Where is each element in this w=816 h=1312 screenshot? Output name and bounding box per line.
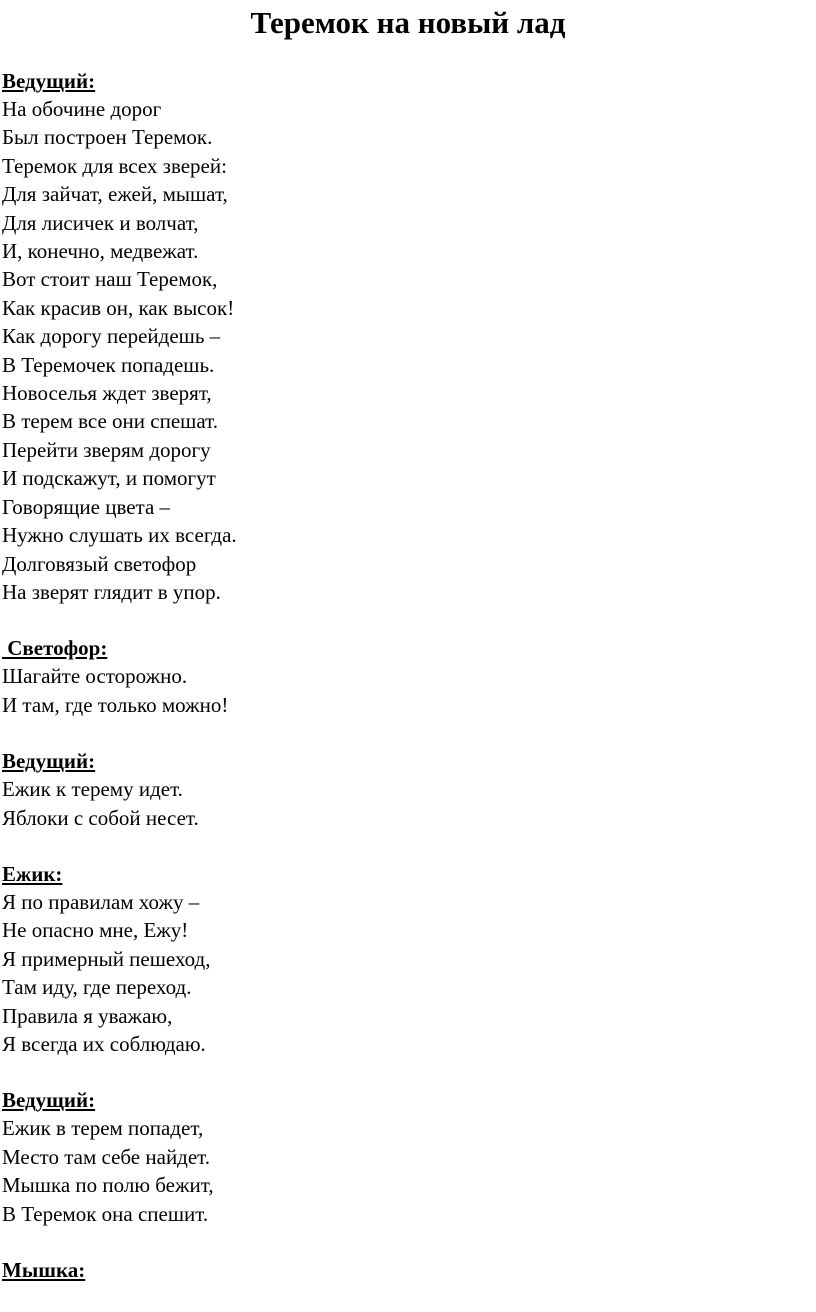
verse-line: Как красив он, как высок! <box>2 295 235 320</box>
verse-line: Ежик в терем попадет, <box>2 1116 204 1141</box>
verse-line: Перейти зверям дорогу <box>2 437 211 462</box>
verse-line: И, конечно, медвежат. <box>2 239 199 264</box>
verse-line: Нужно слушать их всегда. <box>2 523 237 548</box>
verse-line: Там иду, где переход. <box>2 975 192 1000</box>
speaker-label: Ежик: <box>2 861 63 886</box>
verse-line: Не опасно мне, Ежу! <box>2 918 189 943</box>
verse-line: Для зайчат, ежей, мышат, <box>2 182 228 207</box>
verse-line: Я примерный пешеход, <box>2 946 211 971</box>
verse-line: Как дорогу перейдешь – <box>2 324 221 349</box>
verse-line: На зверят глядит в упор. <box>2 579 221 604</box>
verse-line: Место там себе найдет. <box>2 1144 211 1169</box>
script-body <box>2 67 782 1312</box>
dialogue-block <box>2 747 782 832</box>
speaker-label: Мышка: <box>2 1258 86 1282</box>
verse-line: Ежик к терему идет. <box>2 777 183 802</box>
speaker-label: Ведущий: <box>2 749 96 774</box>
verse-line: Яблоки с собой несет. <box>2 805 199 830</box>
verse-line: Для лисичек и волчат, <box>2 210 199 235</box>
verse-line: На обочине дорог <box>2 97 162 121</box>
verse-line: В Теремок она спешит. <box>2 1201 209 1226</box>
verse-line: Правила я уважаю, <box>2 1003 173 1028</box>
speaker-label: Светофор: <box>2 636 108 661</box>
verse-line: Был построен Теремок. <box>2 125 213 150</box>
verse-line: Теремок для всех зверей: <box>2 153 227 178</box>
dialogue-block <box>2 67 782 606</box>
verse-line: Я по правилам хожу – <box>2 889 200 914</box>
dialogue-block <box>2 1086 782 1228</box>
verse-line: Я всегда их соблюдаю. <box>2 1031 206 1056</box>
verse-line: Новоселья ждет зверят, <box>2 381 212 406</box>
document-title: Теремок на новый лад <box>250 5 566 40</box>
dialogue-block <box>2 860 782 1058</box>
verse-line: В Теремочек попадешь. <box>2 352 215 377</box>
verse-line: Говорящие цвета – <box>2 494 171 519</box>
verse-line: Вот стоит наш Теремок, <box>2 267 218 292</box>
verse-line: Долговязый светофор <box>2 551 197 576</box>
verse-line: Мышка по полю бежит, <box>2 1173 214 1198</box>
verse-line: И подскажут, и помогут <box>2 466 216 491</box>
dialogue-block <box>2 634 782 719</box>
speaker-label: Ведущий: <box>2 69 96 93</box>
speaker-label: Ведущий: <box>2 1088 96 1113</box>
verse-line: Шагайте осторожно. <box>2 664 188 689</box>
verse-line: В терем все они спешат. <box>2 409 218 434</box>
dialogue-block <box>2 1256 782 1284</box>
verse-line: И там, где только можно! <box>2 692 229 717</box>
